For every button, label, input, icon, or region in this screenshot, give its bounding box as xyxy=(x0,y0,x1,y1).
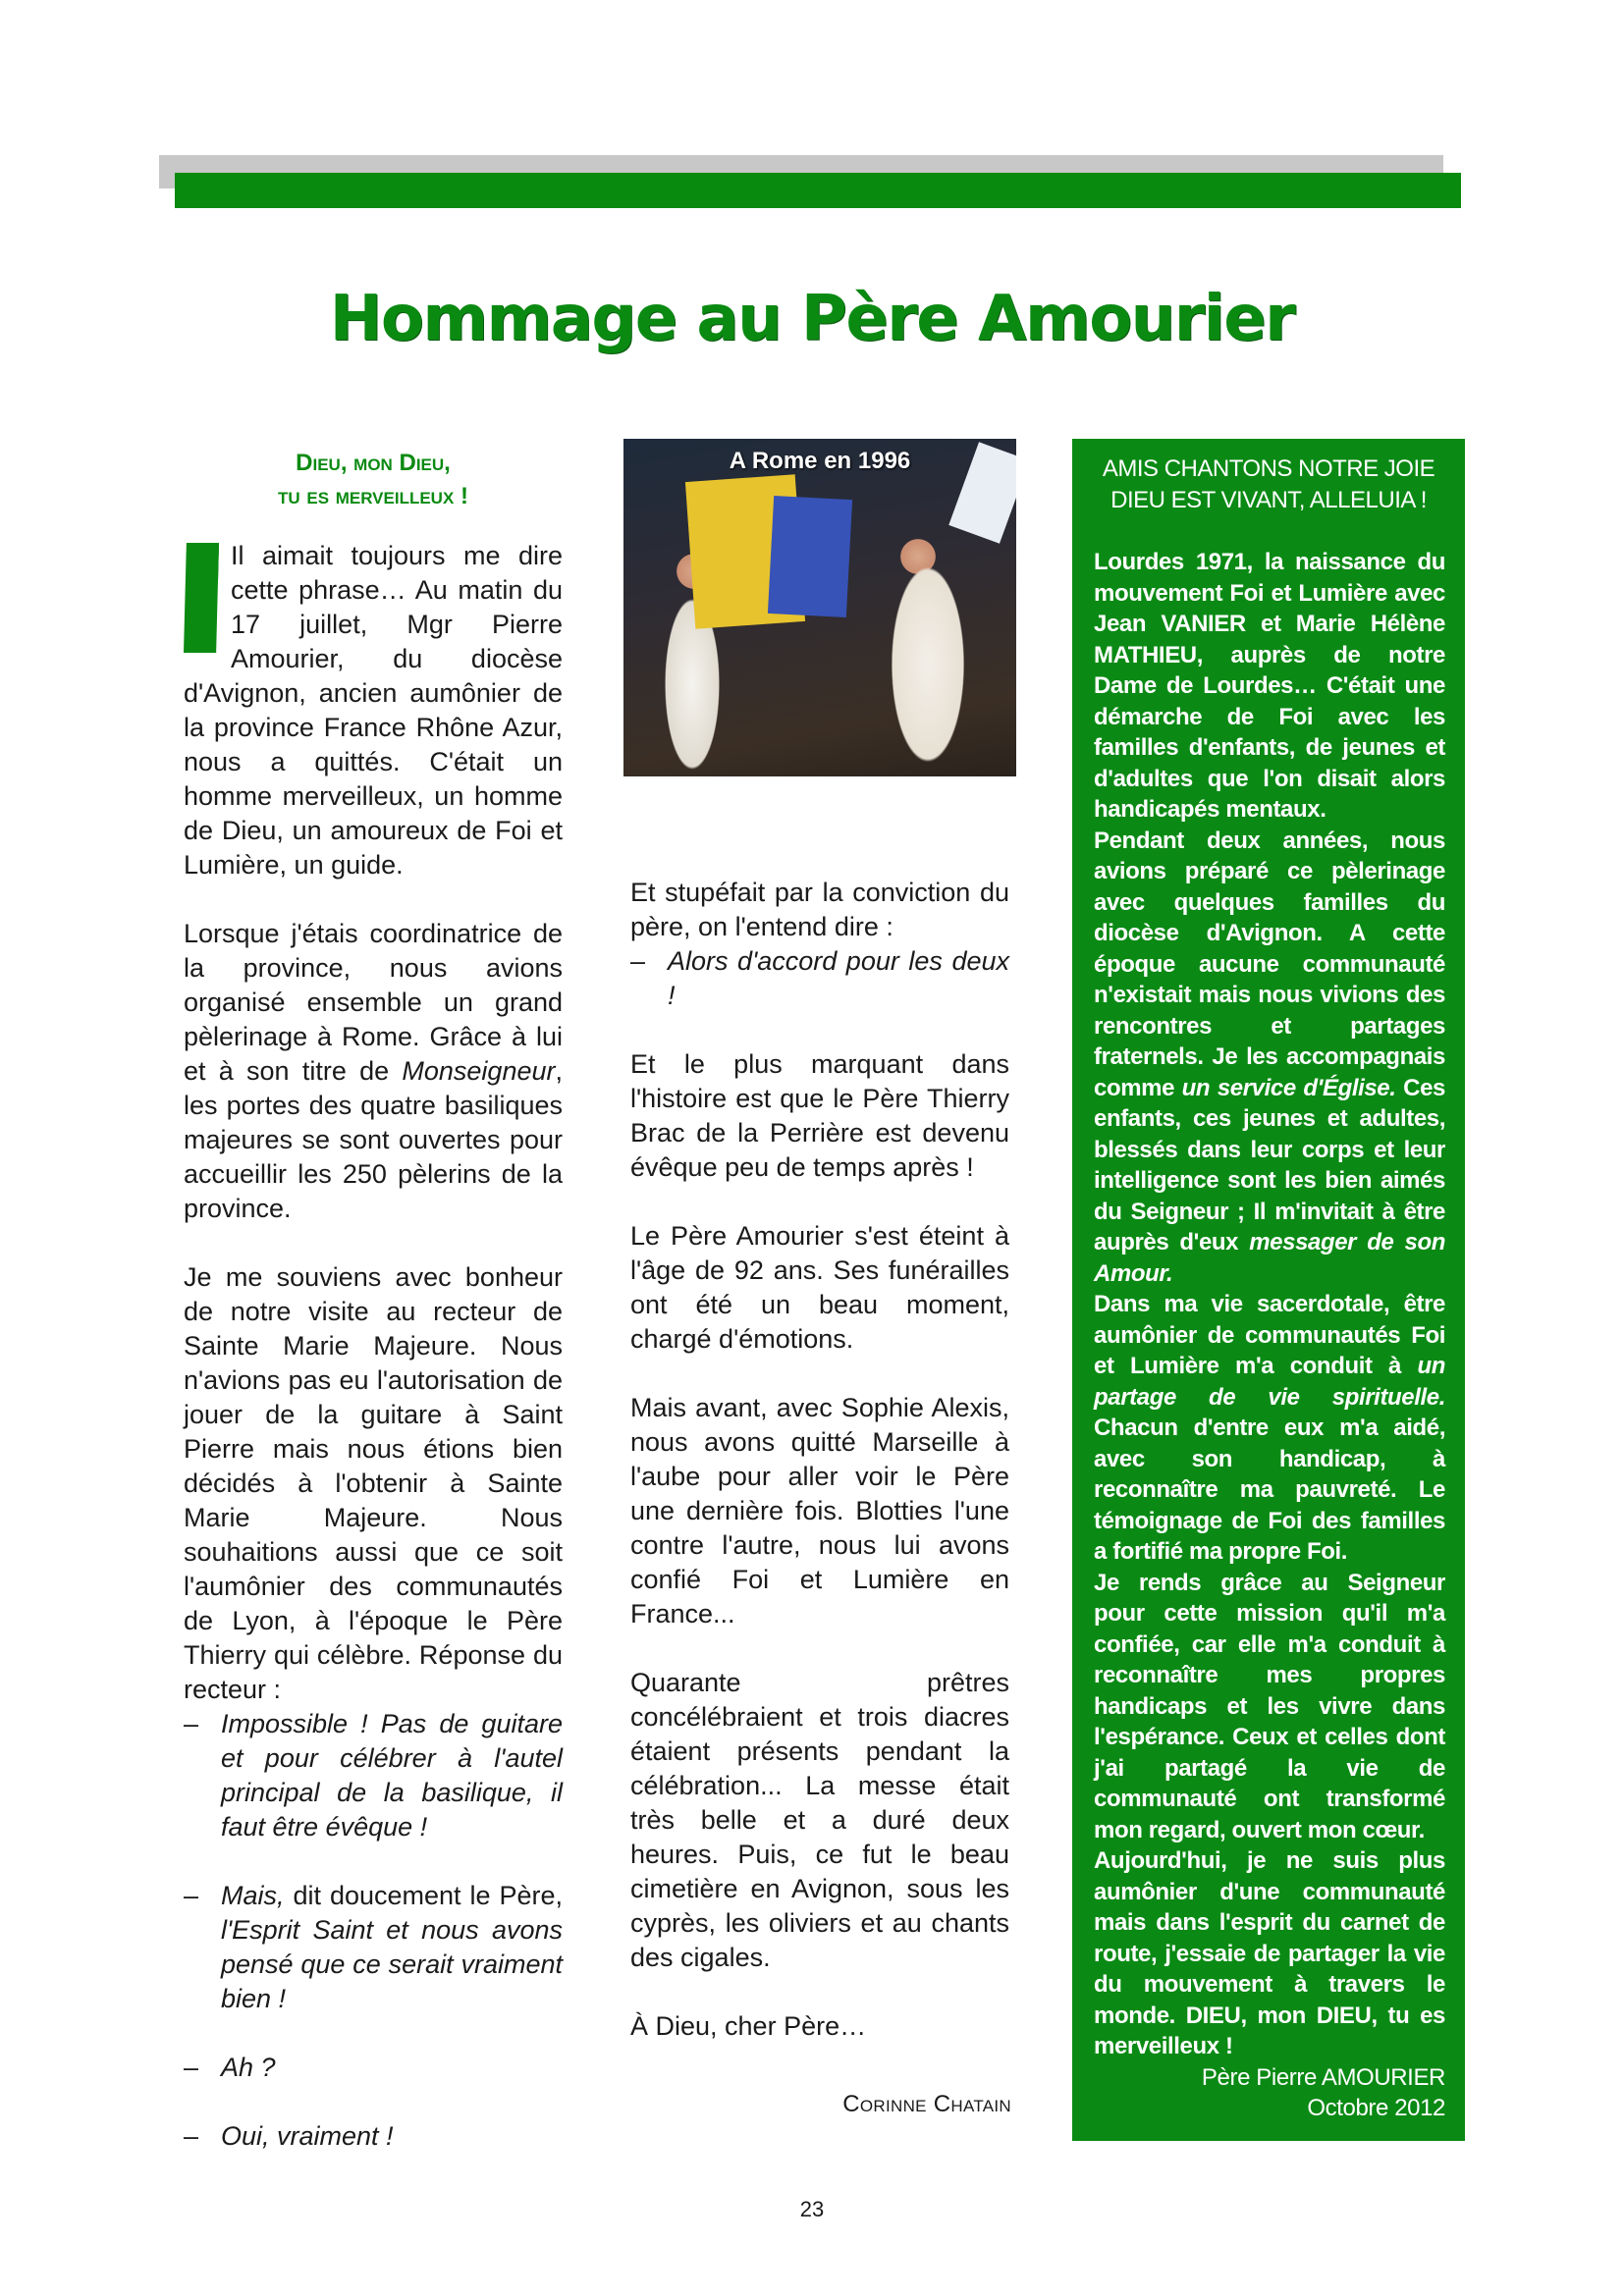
box-body xyxy=(1094,547,1445,2124)
box-paragraph xyxy=(1094,826,1445,1290)
dialogue-line: – Alors d'accord pour les deux ! xyxy=(630,946,1009,1010)
page-title: Hommage au Père Amourier xyxy=(329,283,1295,355)
article-column-1 xyxy=(184,447,563,2188)
text-run: Lorsque j'étais coordinatrice de la province, nous avions organisé ensemble un grand pèlerinage à Rome. Grâce à lui et à son titre de xyxy=(184,919,563,1086)
paragraph: Je me souviens avec bonheur de notre visite au recteur de Sainte Marie Majeure. Nous n'avions pas eu l'autorisation de jouer de la guitare à Saint Pierre mais nous étions bien décidés à l'obtenir à Sainte Marie Majeure. Nous souhaitions aussi que ce soit l'aumônier des communautés de Lyon, à l'époque le Père Thierry qui célèbre. Réponse du recteur : xyxy=(184,1262,563,1704)
kicker-line-2: tu es merveilleux ! xyxy=(278,483,468,509)
text-run: Dans ma vie sacerdotale, être aumônier de communautés Foi et Lumière m'a conduit à xyxy=(1094,1291,1445,1379)
paragraph-text: Il aimait toujours me dire cette phrase… Au matin du 17 juillet, Mgr Pierre Amourier, du diocèse d'Avignon, ancien aumônier de la province France Rhône Azur, nous a quittés. C'était un homme merveilleux, un homme de Dieu, un amoureux de Foi et Lumière, un guide. xyxy=(184,541,563,880)
paragraph: Mais avant, avec Sophie Alexis, nous avons quitté Marseille à l'aube pour aller voir le Père une dernière fois. Blotties l'une contre l'autre, nous lui avons confié Foi et Lumière en France... xyxy=(630,1393,1009,1629)
emphasis-text: messager de son Amour. xyxy=(1094,1229,1445,1287)
dialogue-line: – Oui, vraiment ! xyxy=(184,2121,394,2151)
paragraph xyxy=(184,539,563,882)
column-kicker xyxy=(184,447,563,513)
paragraph: Et stupéfait par la conviction du père, on l'entend dire : xyxy=(630,878,1009,941)
drop-cap-ornament xyxy=(184,543,219,653)
dialogue-line: – Impossible ! Pas de guitare et pour célébrer à l'autel principal de la basilique, il faut être évêque ! xyxy=(184,1709,563,1842)
dialogue-text: Oui, vraiment ! xyxy=(221,2121,394,2151)
author-signature: Corinne Chatain xyxy=(842,2091,1011,2117)
page-number: 23 xyxy=(799,2197,825,2221)
emphasis-text: un partage de vie spirituelle. xyxy=(1094,1353,1445,1411)
paragraph: À Dieu, cher Père… xyxy=(630,2011,867,2041)
photo-rome-1996 xyxy=(623,439,1016,776)
paragraph xyxy=(184,917,563,1226)
text-run: Chacun d'entre eux m'a aidé, avec son handicap, à reconnaître ma pauvreté. Le témoignage de Foi des familles a fortifié ma propre Foi. xyxy=(1094,1415,1445,1565)
banner-blue xyxy=(768,496,852,617)
article-column-2 xyxy=(630,876,1009,2078)
photo-caption: A Rome en 1996 xyxy=(729,448,911,474)
text-run: Ces enfants, ces jeunes et adultes, blessés dans leur corps et leur intelligence sont les bien aimés du Seigneur ; Il m'invitait à être auprès d'eux xyxy=(1094,1074,1445,1255)
kicker-line-1: Dieu, mon Dieu, xyxy=(296,450,451,476)
dialogue-text: Impossible ! Pas de guitare et pour célébrer à l'autel principal de la basilique, il faut être évêque ! xyxy=(221,1709,563,1842)
box-paragraph: Aujourd'hui, je ne suis plus aumônier d'une communauté mais dans l'esprit du carnet de route, j'essaie de partager la vie du mouvement à travers le monde. DIEU, mon DIEU, tu es merveilleux ! xyxy=(1094,1847,1445,2059)
header-green-bar xyxy=(175,173,1461,208)
testimony-box xyxy=(1072,439,1465,2141)
box-signature-date: Octobre 2012 xyxy=(1307,2095,1445,2121)
paragraph: Quarante prêtres concélébraient et trois diacres étaient présents pendant la célébration... La messe était très belle et a duré deux heures. Puis, ce fut le beau cimetière en Avignon, sous les cyprès, les oliviers et au chants des cigales. xyxy=(630,1668,1009,1972)
box-paragraph: Lourdes 1971, la naissance du mouvement Foi et Lumière avec Jean VANIER et Marie Hélène MATHIEU, auprès de notre Dame de Lourdes… C'était une démarche de Foi avec les familles d'enfants, de jeunes et d'adultes que l'on disait alors handicapés mentaux. xyxy=(1094,549,1445,823)
paragraph: Le Père Amourier s'est éteint à l'âge de 92 ans. Ses funérailles ont été un beau moment, chargé d'émotions. xyxy=(630,1221,1009,1354)
box-heading xyxy=(1072,454,1465,516)
emphasis-text: un service d'Église. xyxy=(1181,1074,1396,1101)
dialogue-line: – Ah ? xyxy=(184,2053,276,2082)
emphasis-text: Monseigneur xyxy=(402,1056,556,1086)
dialogue-line: – Mais, dit doucement le Père, l'Esprit Saint et nous avons pensé que ce serait vraiment bien ! xyxy=(184,1881,563,2013)
box-heading-line-1: AMIS CHANTONS NOTRE JOIE xyxy=(1102,455,1435,482)
box-paragraph xyxy=(1094,1289,1445,1568)
text-run: , les portes des quatre basiliques majeures se sont ouvertes pour accueillir les 250 pèlerins de la province. xyxy=(184,1056,563,1223)
box-paragraph: Je rends grâce au Seigneur pour cette mission qu'il m'a confiée, car elle m'a conduit à reconnaître mes propres handicaps et les vivre dans l'espérance. Ceux et celles dont j'ai partagé la vie de communauté ont transformé mon regard, ouvert mon cœur. xyxy=(1094,1569,1445,1843)
box-heading-line-2: DIEU EST VIVANT, ALLELUIA ! xyxy=(1110,487,1427,513)
dialogue-text: l'Esprit Saint et nous avons pensé que ce serait vraiment bien ! xyxy=(221,1915,563,2013)
dialogue-text: dit doucement le Père, xyxy=(284,1881,563,1910)
dialogue-text: Alors d'accord pour les deux ! xyxy=(668,946,1009,1010)
box-signature-name: Père Pierre AMOURIER xyxy=(1201,2063,1445,2091)
dialogue-text: Ah ? xyxy=(221,2053,276,2082)
dialogue-text: Mais, xyxy=(221,1881,285,1910)
paragraph: Et le plus marquant dans l'histoire est que le Père Thierry Brac de la Perrière est devenu évêque peu de temps après ! xyxy=(630,1049,1009,1182)
text-run: Pendant deux années, nous avions préparé ce pèlerinage avec quelques familles du diocèse d'Avignon. A cette époque aucune communauté n'existait mais nous vivions des rencontres et partages fraternels. Je les accompagnais comme xyxy=(1094,827,1445,1101)
